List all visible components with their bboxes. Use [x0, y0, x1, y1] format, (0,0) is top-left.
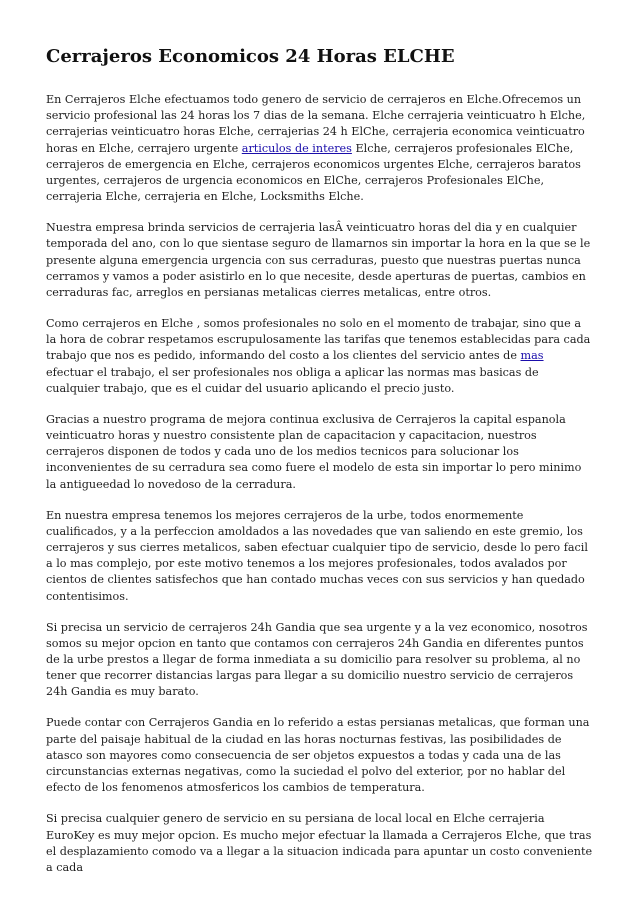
- paragraph-1-text-a: En Cerrajeros Elche efectuamos todo genero de servicio de cerrajeros en Elche.Ofrecemos un servicio profesional las 24 horas los 7 dias de la semana. Elche cerrajeria veinticuatro h Elche, cerrajerias veinticuatro horas Elche, cerrajerias 24 h ElChe, cerrajeria economica veinticuatro horas en Elche, cerrajero urgente: [46, 93, 586, 155]
- paragraph-8: Si precisa cualquier genero de servicio en su persiana de local local en Elche cerrajeria EuroKey es muy mejor opcion. Es mucho mejor efectuar la llamada a Cerrajeros Elche, que tras el desplazamiento comodo va a llegar a la situacion indicada para apuntar un costo conveniente a cada: [46, 812, 593, 874]
- paragraph-1-text-b: Elche, cerrajeros profesionales ElChe, cerrajeros de emergencia en Elche, cerrajeros economicos urgentes Elche, cerrajeros baratos urgentes, cerrajeros de urgencia economicos en ElChe, cerrajeros Profesionales ElChe, cerrajeria Elche, cerrajeria en Elche, Locksmiths Elche.: [46, 141, 581, 204]
- link-articulos-de-interes[interactable]: articulos de interes: [241, 141, 352, 155]
- paragraph-4: Gracias a nuestro programa de mejora continua exclusiva de Cerrajeros la capital espanola veinticuatro horas y nuestro consistente plan de capacitacion y capacitacion, nuestros cerrajeros disponen de todos y cada uno de los medios tecnicos para solucionar los inconvenientes de su cerradura sea como fuere el modelo de esta sin importar lo pero minimo la antigueedad lo novedoso de la cerradura.: [46, 412, 582, 491]
- paragraph-6: Si precisa un servicio de cerrajeros 24h Gandia que sea urgente y a la vez economico, nosotros somos su mejor opcion en tanto que contamos con cerrajeros 24h Gandia en diferentes puntos de la urbe prestos a llegar de forma inmediata a su domicilio para resolver su problema, al no tener que recorrer distancias largas para llegar a su domicilio nuestro servicio de cerrajeros 24h Gandia es muy barato.: [46, 620, 588, 699]
- paragraph-5: En nuestra empresa tenemos los mejores cerrajeros de la urbe, todos enormemente cualificados, y a la perfeccion amoldados a las novedades que van saliendo en este gremio, los cerrajeros y sus cierres metalicos, saben efectuar cualquier tipo de servicio, desde lo pero facil a lo mas complejo, por este motivo tenemos a los mejores profesionales, todos avalados por cientos de clientes satisfechos que han contado muchas veces con sus servicios y han quedado contentisimos.: [46, 508, 588, 603]
- page-title: Cerrajeros Economicos 24 Horas ELCHE: [46, 46, 455, 67]
- paragraph-1: [46, 92, 594, 205]
- paragraph-3-text-a: Como cerrajeros en Elche , somos profesionales no solo en el momento de trabajar, sino que a la hora de cobrar respetamos escrupulosamente las tarifas que tenemos establecidas para cada trabajo que nos es pedido, informando del costo a los clientes del servicio antes de: [46, 317, 591, 363]
- paragraph-7: Puede contar con Cerrajeros Gandia en lo referido a estas persianas metalicas, que forman una parte del paisaje habitual de la ciudad en las horas nocturnas festivas, las posibilidades de atasco son mayores como consecuencia de ser objetos expuestos a todas y cada una de las circunstancias externas negativas, como la suciedad el polvo del exterior, por no hablar del efecto de los fenomenos atmosfericos los cambios de temperatura.: [46, 716, 590, 795]
- paragraph-3-text-b: efectuar el trabajo, el ser profesionales nos obliga a aplicar las normas mas basicas de cualquier trabajo, que es el cuidar del usuario aplicando el precio justo.: [46, 365, 539, 395]
- paragraph-2: Nuestra empresa brinda servicios de cerrajeria lasÂ veinticuatro horas del dia y en cualquier temporada del ano, con lo que sientase seguro de llamarnos sin importar la hora en la que se le presente alguna emergencia urgencia con sus cerraduras, puesto que nuestras puertas nunca cerramos y vamos a poder asistirlo en lo que necesite, desde aperturas de puertas, cambios en cerraduras fac, arreglos en persianas metalicas cierres metalicas, entre otros.: [46, 221, 591, 300]
- paragraph-3: [46, 316, 594, 397]
- link-mas[interactable]: mas: [520, 349, 544, 363]
- document-page: [46, 44, 594, 891]
